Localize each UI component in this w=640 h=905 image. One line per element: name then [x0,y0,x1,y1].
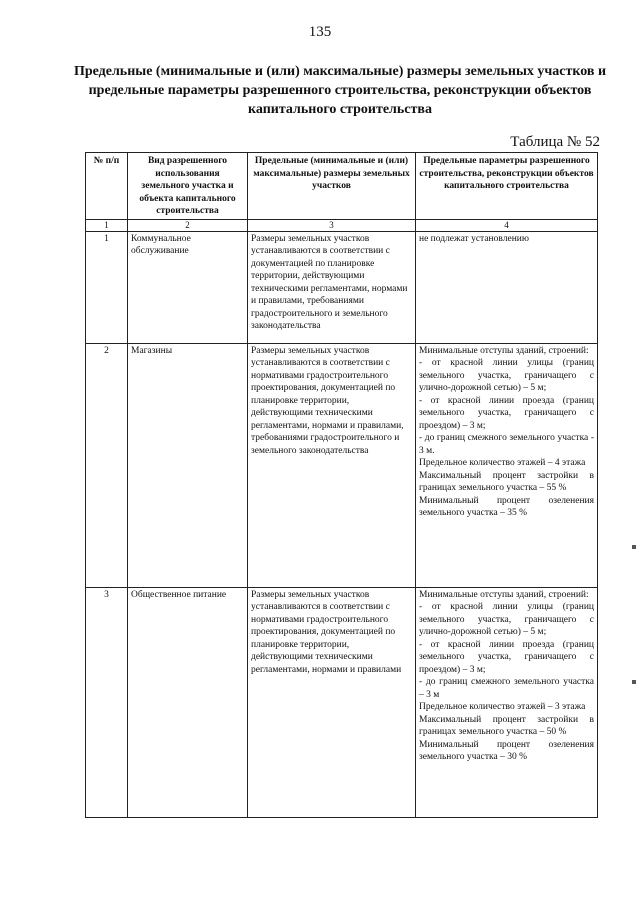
scan-mark [632,545,636,549]
param-line: - до границ смежного земельного участка – 3 м [419,677,594,700]
param-line: Максимальный процент застройки в границах земельного участка – 50 % [419,714,594,737]
param-line: - от красной линии улицы (границ земельного участка, граничащего с улично-дорожной сетью) – 5 м; [419,358,594,393]
row-sizes: Размеры земельных участков устанавливаются в соответствии с документацией по планировке территории, действующими техническими регламентами, нормами и правилами, требованиями градостроительного и земельного законодательства [248,231,416,343]
column-number: 1 [86,219,128,231]
header-num: № п/п [86,153,128,220]
row-sizes: Размеры земельных участков устанавливаются в соответствии с нормативами градостроительного проектирования, документацией по планировке территории, действующими техническими регламентами, нормами и правилами [248,587,416,817]
param-line: Предельное количество этажей – 4 этажа [419,458,586,468]
param-line: Минимальные отступы зданий, строений: [419,589,589,600]
param-line: Предельное количество этажей – 3 этажа [419,702,586,712]
param-line: Минимальный процент озеленения земельного участка – 30 % [419,739,594,762]
table-row [86,231,598,343]
column-number: 2 [128,219,248,231]
row-number: 3 [86,587,128,817]
row-use: Коммунальное обслуживание [128,231,248,343]
column-number: 3 [248,219,416,231]
table-row [86,343,598,587]
param-line: Минимальный процент озеленения земельного участка – 35 % [419,495,594,518]
param-line: - от красной линии улицы (границ земельного участка, граничащего с улично-дорожной сетью) – 5 м; [419,602,594,637]
param-line: - до границ смежного земельного участка - 3 м. [419,433,594,456]
row-sizes: Размеры земельных участков устанавливаются в соответствии с нормативами градостроительного проектирования, документацией по планировке территории, действующими техническими регламентами, нормами и правилами, требованиями градостроительного и земельного законодательства [248,343,416,587]
header-params: Предельные параметры разрешенного строительства, реконструкции объектов капитального строительства [416,153,598,220]
column-number-row [86,219,598,231]
header-use: Вид разрешенного использования земельного участка и объекта капитального строительства [128,153,248,220]
row-number: 2 [86,343,128,587]
header-sizes: Предельные (минимальные и (или) максимальные) размеры земельных участков [248,153,416,220]
table-caption: Таблица № 52 [510,134,600,150]
regulations-table [85,152,598,818]
param-line: - от красной линии проезда (границ земельного участка, граничащего с проездом) – 3 м; [419,395,594,431]
table-row [86,587,598,817]
param-line: Минимальные отступы зданий, строений: [419,345,589,356]
row-params [416,231,598,343]
row-params [416,587,598,817]
scan-mark [632,680,636,684]
row-use: Магазины [128,343,248,587]
document-title: Предельные (минимальные и (или) максимальные) размеры земельных участков и предельные параметры разрешенного строительства, реконструкции объектов капитального строительства [73,64,607,117]
param-line: - от красной линии проезда (границ земельного участка, граничащего с проездом) – 3 м; [419,639,594,675]
row-params [416,343,598,587]
row-use: Общественное питание [128,587,248,817]
table-header-row [86,153,598,220]
param-line: не подлежат установлению [419,233,529,244]
row-number: 1 [86,231,128,343]
param-line: Максимальный процент застройки в границах земельного участка – 55 % [419,470,594,493]
page-number: 135 [308,24,332,40]
column-number: 4 [416,219,598,231]
